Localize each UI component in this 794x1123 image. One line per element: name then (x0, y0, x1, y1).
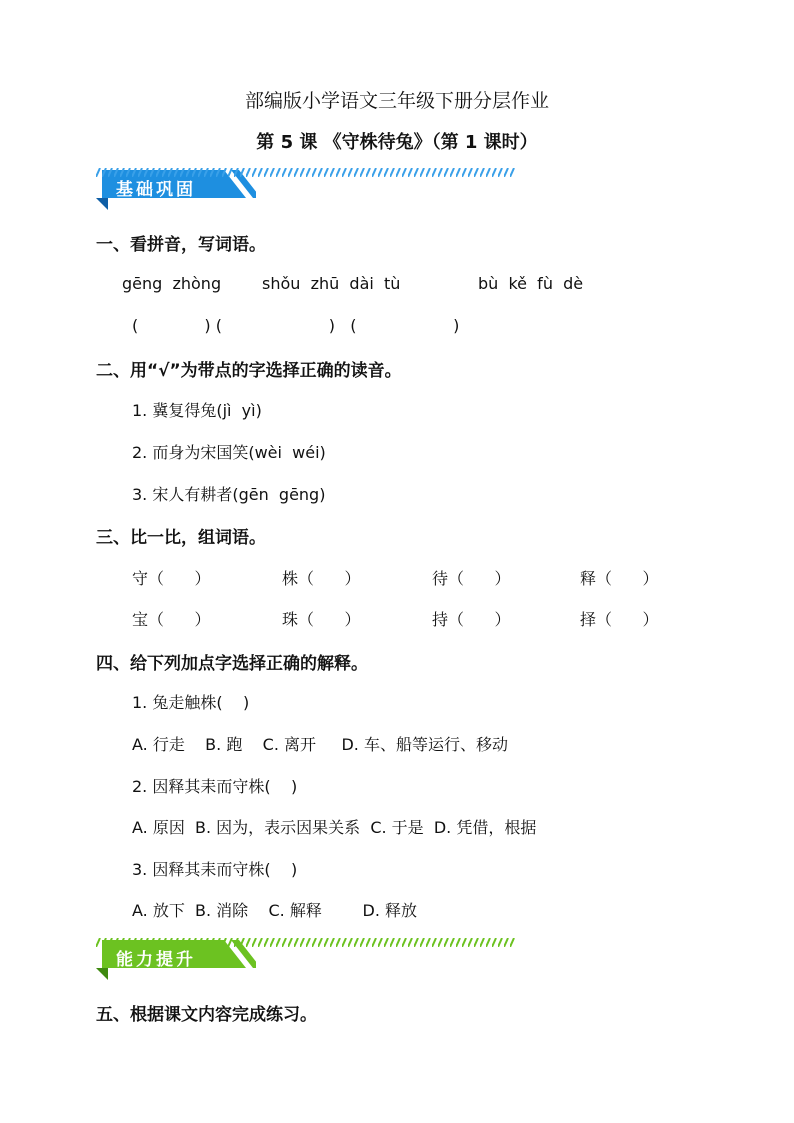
question-3-heading: 三、比一比，组词语。 (96, 528, 266, 548)
word-cell: 珠（ ） (282, 610, 361, 629)
word-cell: 株（ ） (282, 569, 361, 588)
q4-line: A. 原因 B. 因为，表示因果关系 C. 于是 D. 凭借，根据 (132, 818, 537, 837)
q4-line: 2. 因释其耒而守株( ) (132, 777, 298, 796)
word-cell: 释（ ） (580, 569, 659, 588)
q2-item: 1. 冀复得兔(jì yì) (132, 401, 262, 420)
question-2-heading: 二、用“√”为带点的字选择正确的读音。 (96, 361, 402, 381)
lesson-subtitle: 第 5 课 《守株待兔》（第 1 课时） (256, 132, 538, 153)
word-cell: 持（ ） (432, 610, 511, 629)
pinyin-3: bù kě fù dè (478, 274, 584, 293)
word-cell: 守（ ） (132, 569, 211, 588)
pinyin-1: gēng zhòng (122, 274, 222, 293)
q2-item: 2. 而身为宋国笑(wèi wéi) (132, 443, 326, 462)
q4-line: A. 行走 B. 跑 C. 离开 D. 车、船等运行、移动 (132, 735, 508, 754)
word-cell: 宝（ ） (132, 610, 211, 629)
question-1-heading: 一、看拼音，写词语。 (96, 235, 266, 255)
q4-line: 1. 兔走触株( ) (132, 693, 250, 712)
section-banner-advanced (96, 938, 676, 980)
question-5-heading: 五、根据课文内容完成练习。 (96, 1005, 317, 1025)
q2-item: 3. 宋人有耕者(gēn gēng) (132, 485, 326, 504)
q4-line: 3. 因释其耒而守株( ) (132, 860, 298, 879)
answer-blanks: ( ) ( ) ( ) (132, 316, 460, 335)
word-cell: 择（ ） (580, 610, 659, 629)
question-4-heading: 四、给下列加点字选择正确的解释。 (96, 654, 368, 674)
banner-label-basic: 基础巩固 (116, 180, 196, 200)
section-banner-basic (96, 168, 676, 210)
pinyin-2: shǒu zhū dài tù (262, 274, 401, 293)
banner-label-advanced: 能力提升 (116, 950, 196, 970)
document-title: 部编版小学语文三年级下册分层作业 (244, 90, 549, 112)
q4-line: A. 放下 B. 消除 C. 解释 D. 释放 (132, 901, 418, 920)
word-cell: 待（ ） (432, 569, 511, 588)
